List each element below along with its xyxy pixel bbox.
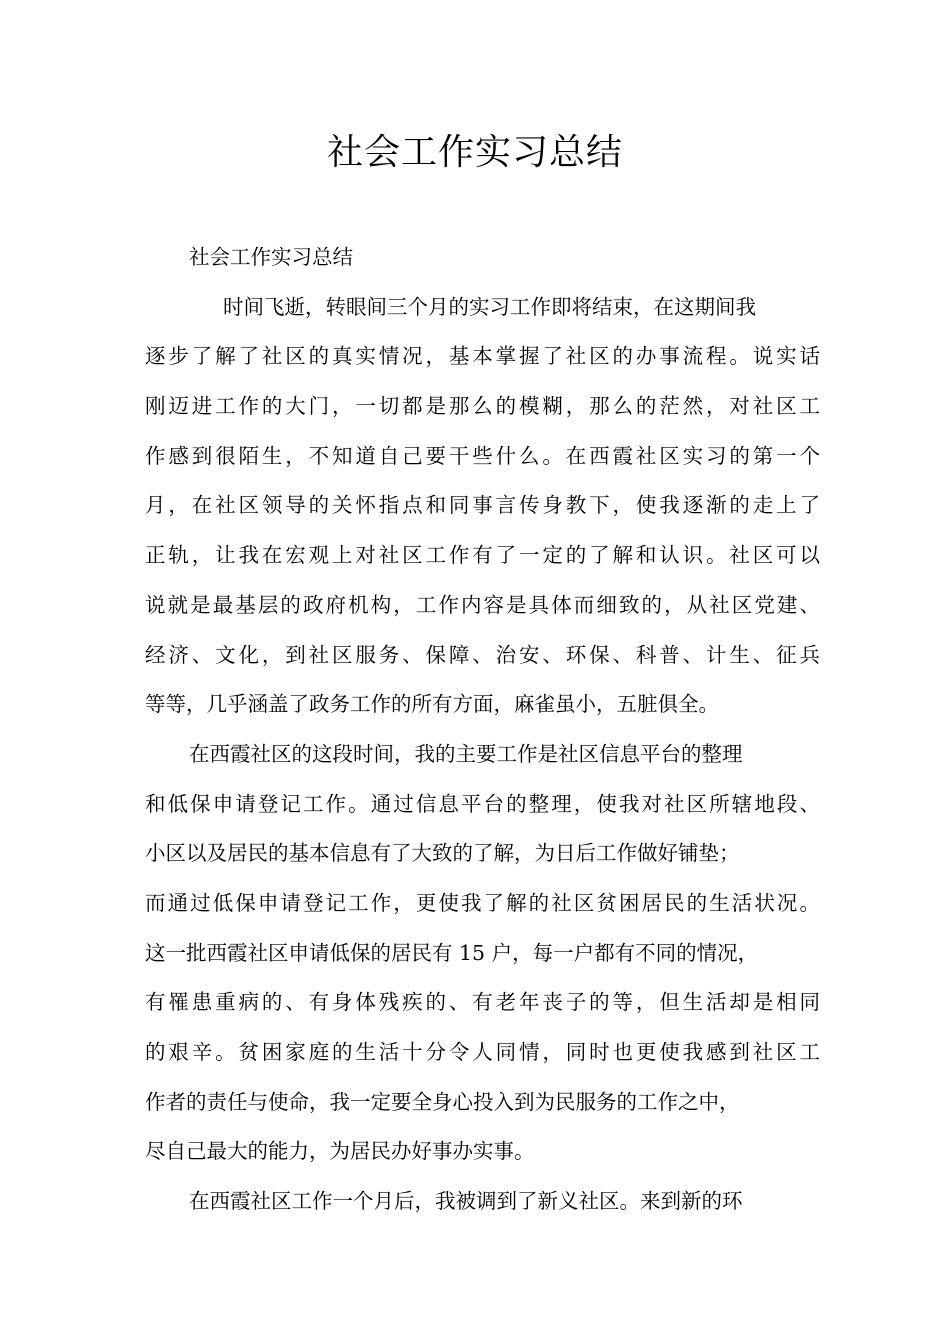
document-title: 社会工作实习总结 xyxy=(326,132,623,173)
paragraph-2-line-1: 在西霞社区的这段时间，我的主要工作是社区信息平台的整理 xyxy=(189,741,743,766)
document-subtitle: 社会工作实习总结 xyxy=(189,245,353,269)
paragraph-2-line-7: 的艰辛。贫困家庭的生活十分令人同情，同时也更使我感到社区工 xyxy=(145,1040,820,1064)
paragraph-1-line-2: 逐步了解了社区的真实情况，基本掌握了社区的办事流程。说实话 xyxy=(145,344,820,369)
paragraph-2-line-3: 小区以及居民的基本信息有了大致的了解，为日后工作做好铺垫； xyxy=(145,841,740,866)
paragraph-2-line-6: 有罹患重病的、有身体残疾的、有老年丧子的等，但生活却是相同 xyxy=(145,990,820,1015)
paragraph-1-line-7: 说就是最基层的政府机构，工作内容是具体而细致的，从社区党建、 xyxy=(145,592,820,617)
paragraph-2-line-4: 而通过低保申请登记工作，更使我了解的社区贫困居民的生活状况。 xyxy=(145,890,820,915)
paragraph-2-line-2: 和低保申请登记工作。通过信息平台的整理，使我对社区所辖地段、 xyxy=(145,791,820,816)
paragraph-2-line-9: 尽自己最大的能力，为居民办好事办实事。 xyxy=(145,1139,535,1164)
paragraph-2-line-5: 这一批西霞社区申请低保的居民有 15 户，每一户都有不同的情况， xyxy=(145,940,759,965)
paragraph-1-line-8: 经济、文化，到社区服务、保障、治安、环保、科普、计生、征兵 xyxy=(145,642,820,667)
paragraph-1-line-5: 月，在社区领导的关怀指点和同事言传身教下，使我逐渐的走上了 xyxy=(145,493,820,518)
paragraph-1-line-9: 等等，几乎涵盖了政务工作的所有方面，麻雀虽小，五脏俱全。 xyxy=(145,692,719,717)
paragraph-1-line-3: 刚迈进工作的大门，一切都是那么的模糊，那么的茫然，对社区工 xyxy=(145,394,820,419)
paragraph-2-line-8: 作者的责任与使命，我一定要全身心投入到为民服务的工作之中， xyxy=(145,1089,740,1114)
paragraph-1-line-4: 作感到很陌生，不知道自己要干些什么。在西霞社区实习的第一个 xyxy=(145,443,820,468)
paragraph-1-line-6: 正轨，让我在宏观上对社区工作有了一定的了解和认识。社区可以 xyxy=(145,543,820,568)
document-body xyxy=(145,233,820,1227)
paragraph-3-line-1: 在西霞社区工作一个月后，我被调到了新义社区。来到新的环 xyxy=(189,1189,743,1214)
paragraph-1-line-1: 时间飞逝，转眼间三个月的实习工作即将结束，在这期间我 xyxy=(223,294,756,319)
